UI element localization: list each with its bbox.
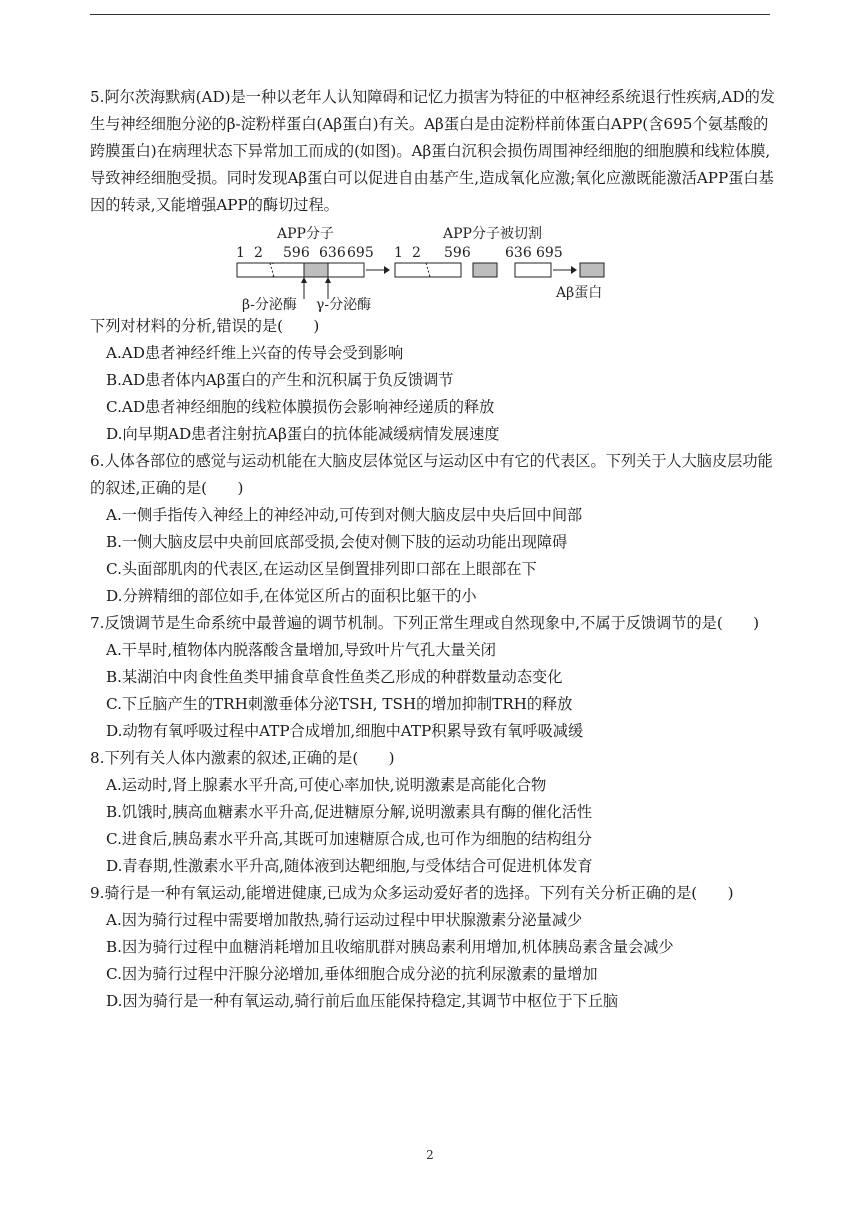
header-rule xyxy=(90,14,770,15)
fig-n636: 636 xyxy=(319,245,346,261)
q6-option-b: B.一侧大脑皮层中央前回底部受损,会使对侧下肢的运动功能出现障碍 xyxy=(106,533,568,551)
q8-option-b: B.饥饿时,胰高血糖素水平升高,促进糖原分解,说明激素具有酶的催化活性 xyxy=(106,803,593,821)
q9-option-a: A.因为骑行过程中需要增加散热,骑行运动过程中甲状腺激素分泌量减少 xyxy=(106,911,583,929)
fig-label-app: APP分子 xyxy=(277,226,334,242)
page-number: 2 xyxy=(426,1148,434,1162)
q7-option-c: C.下丘脑产生的TRH刺激垂体分泌TSH, TSH的增加抑制TRH的释放 xyxy=(106,695,573,713)
fig-gamma-enzyme: γ-分泌酶 xyxy=(316,297,372,313)
q7-option-a: A.干旱时,植物体内脱落酸含量增加,导致叶片气孔大量关闭 xyxy=(106,641,496,659)
q6-option-d: D.分辨精细的部位如手,在体觉区所占的面积比躯干的小 xyxy=(106,587,477,605)
q8-option-d: D.青春期,性激素水平升高,随体液到达靶细胞,与受体结合可促进机体发育 xyxy=(106,857,593,875)
fig-n596b: 596 xyxy=(444,245,471,261)
fig-abeta-domain xyxy=(304,263,328,277)
q9-option-d: D.因为骑行是一种有氧运动,骑行前后血压能保持稳定,其调节中枢位于下丘脑 xyxy=(106,992,619,1010)
q9-option-c: C.因为骑行过程中汗腺分泌增加,垂体细胞合成分泌的抗利尿激素的量增加 xyxy=(106,965,598,983)
q7-stem: 7.反馈调节是生命系统中最普遍的调节机制。下列正常生理或自然现象中,不属于反馈调节的是( ) xyxy=(90,614,760,632)
fig-n2b: 2 xyxy=(412,245,421,261)
q8-option-c: C.进食后,胰岛素水平升高,其既可加速糖原合成,也可作为细胞的结构组分 xyxy=(106,830,593,848)
fig-abeta-product xyxy=(580,263,604,277)
fig-n1b: 1 xyxy=(394,245,403,261)
q7-option-b: B.某湖泊中肉食性鱼类甲捕食草食性鱼类乙形成的种群数量动态变化 xyxy=(106,668,563,686)
q5-option-d: D.向早期AD患者注射抗Aβ蛋白的抗体能减缓病情发展速度 xyxy=(106,425,500,443)
fig-app-tail-seg xyxy=(328,263,364,277)
page-content xyxy=(90,84,780,1015)
q9-stem: 9.骑行是一种有氧运动,能增进健康,已成为众多运动爱好者的选择。下列有关分析正确的是( ) xyxy=(90,884,734,902)
fig-n636b: 636 xyxy=(505,245,532,261)
q8-option-a: A.运动时,肾上腺素水平升高,可使心率加快,说明激素是高能化合物 xyxy=(106,776,547,794)
q5-stem: 下列对材料的分析,错误的是( ) xyxy=(90,317,320,335)
q8-stem: 8.下列有关人体内激素的叙述,正确的是( ) xyxy=(90,749,395,767)
fig-cut-c-fragment xyxy=(515,263,551,277)
q6-option-a: A.一侧手指传入神经上的神经冲动,可传到对侧大脑皮层中央后回中间部 xyxy=(106,506,583,524)
fig-n596: 596 xyxy=(283,245,310,261)
fig-label-app-cut: APP分子被切割 xyxy=(443,226,542,242)
q5-option-b: B.AD患者体内Aβ蛋白的产生和沉积属于负反馈调节 xyxy=(106,371,454,389)
q6-option-c: C.头面部肌肉的代表区,在运动区呈倒置排列即口部在上眼部在下 xyxy=(106,560,537,578)
fig-cut-abeta-fragment xyxy=(473,263,497,277)
q5-option-c: C.AD患者神经细胞的线粒体膜损伤会影响神经递质的释放 xyxy=(106,398,495,416)
fig-n695: 695 xyxy=(347,245,374,261)
fig-n1: 1 xyxy=(236,245,245,261)
fig-abeta-label: Aβ蛋白 xyxy=(556,285,603,301)
fig-n695b: 695 xyxy=(536,245,563,261)
q5-option-a: A.AD患者神经纤维上兴奋的传导会受到影响 xyxy=(106,344,404,362)
fig-beta-enzyme: β-分泌酶 xyxy=(242,297,297,313)
q7-option-d: D.动物有氧呼吸过程中ATP合成增加,细胞中ATP积累导致有氧呼吸减缓 xyxy=(106,722,584,740)
q5-paragraph: 5.阿尔茨海默病(AD)是一种以老年人认知障碍和记忆力损害为特征的中枢神经系统退行性疾病,AD的发生与神经细胞分泌的β-淀粉样蛋白(Aβ蛋白)有关。Aβ蛋白是由淀粉样前体蛋白APP(含695个氨基酸的跨膜蛋白)在病理状态下异常加工而成的(如图)。Aβ蛋白沉积会损伤周围神经细胞的细胞膜和线粒体膜,导致神经细胞受损。同时发现Aβ蛋白可以促进自由基产生,造成氧化应激;氧化应激既能激活APP蛋白基因的转录,又能增强APP的酶切过程。 xyxy=(90,88,775,214)
fig-n2: 2 xyxy=(254,245,263,261)
fig-app-middle-seg xyxy=(273,263,304,277)
q9-option-b: B.因为骑行过程中血糖消耗增加且收缩肌群对胰岛素利用增加,机体胰岛素含量会减少 xyxy=(106,938,674,956)
app-cleavage-figure xyxy=(230,221,630,313)
q6-stem: 6.人体各部位的感觉与运动机能在大脑皮层体觉区与运动区中有它的代表区。下列关于人大脑皮层功能的叙述,正确的是( ) xyxy=(90,452,773,497)
